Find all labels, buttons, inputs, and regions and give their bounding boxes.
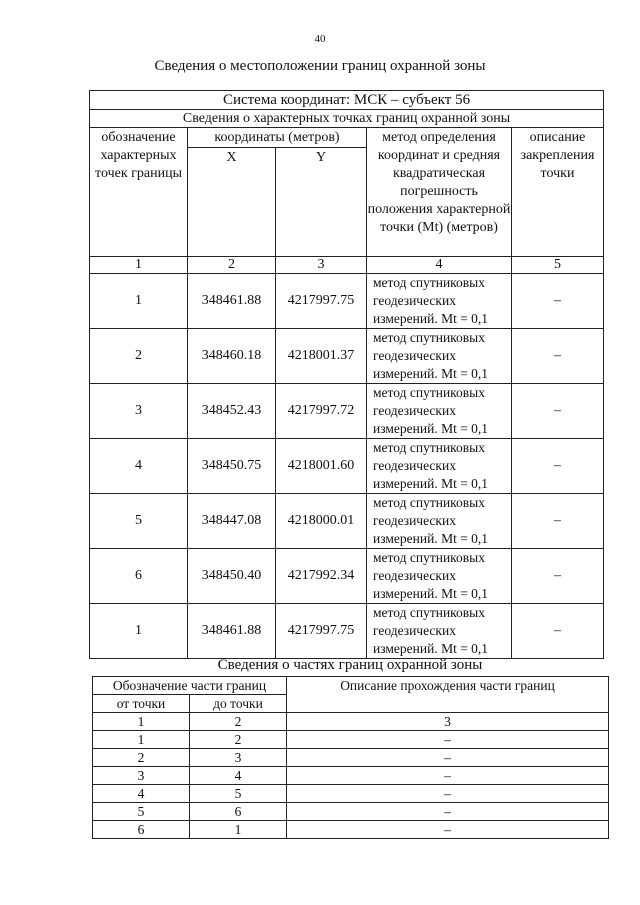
page-title: Сведения о местоположении границ охранной зоны xyxy=(154,58,486,74)
part-description-cell: – xyxy=(287,767,609,785)
method-line: измерений. Mt = 0,1 xyxy=(373,586,489,601)
method-line: измерений. Mt = 0,1 xyxy=(373,366,489,381)
point-number-cell: 1 xyxy=(90,604,188,659)
table-row xyxy=(90,329,604,384)
point-number-cell: 6 xyxy=(90,549,188,604)
y-header: Y xyxy=(276,148,367,257)
y-coordinate-cell: 4217997.72 xyxy=(276,384,367,439)
fixing-description-cell: – xyxy=(512,329,604,384)
point-number-cell: 4 xyxy=(90,439,188,494)
method-header: метод определения координат и средняя квадратическая погрешность положения характерной точки (Mt) (метров) xyxy=(367,128,512,257)
x-coordinate-cell: 348447.08 xyxy=(188,494,276,549)
from-point-cell: 6 xyxy=(93,821,190,839)
point-number-cell: 5 xyxy=(90,494,188,549)
part-description-cell: – xyxy=(287,785,609,803)
from-point-cell: 1 xyxy=(93,731,190,749)
table-row xyxy=(93,731,609,749)
to-point-cell: 5 xyxy=(190,785,287,803)
to-point-cell: 3 xyxy=(190,749,287,767)
table-row xyxy=(93,767,609,785)
y-coordinate-cell: 4217997.75 xyxy=(276,604,367,659)
table-row xyxy=(93,749,609,767)
page-number: 40 xyxy=(314,33,326,45)
point-number-cell: 1 xyxy=(90,274,188,329)
x-coordinate-cell: 348461.88 xyxy=(188,604,276,659)
point-number-cell: 2 xyxy=(90,329,188,384)
method-line: измерений. Mt = 0,1 xyxy=(373,641,489,656)
column-number: 4 xyxy=(367,257,512,274)
x-coordinate-cell: 348461.88 xyxy=(188,274,276,329)
method-line: измерений. Mt = 0,1 xyxy=(373,421,489,436)
table-row xyxy=(90,604,604,659)
point-number-cell: 3 xyxy=(90,384,188,439)
fixing-description-cell: – xyxy=(512,494,604,549)
method-line: метод спутниковых xyxy=(373,605,485,620)
y-coordinate-cell: 4217992.34 xyxy=(276,549,367,604)
method-line: метод спутниковых xyxy=(373,385,485,400)
method-line: геодезических xyxy=(373,513,456,528)
from-point-cell: 5 xyxy=(93,803,190,821)
method-cell xyxy=(367,274,512,329)
y-coordinate-cell: 4218000.01 xyxy=(276,494,367,549)
table-row xyxy=(90,494,604,549)
table-row xyxy=(90,274,604,329)
table-row xyxy=(93,785,609,803)
x-coordinate-cell: 348450.40 xyxy=(188,549,276,604)
method-line: геодезических xyxy=(373,348,456,363)
description-header: описание закрепления точки xyxy=(512,128,604,257)
method-line: геодезических xyxy=(373,568,456,583)
method-cell xyxy=(367,439,512,494)
method-line: метод спутниковых xyxy=(373,550,485,565)
method-line: геодезических xyxy=(373,623,456,638)
method-cell xyxy=(367,494,512,549)
part-designation-header: Обозначение части границ xyxy=(93,677,287,695)
from-point-header: от точки xyxy=(93,695,190,713)
coordinates-header: координаты (метров) xyxy=(188,128,367,148)
method-line: измерений. Mt = 0,1 xyxy=(373,531,489,546)
points-table xyxy=(89,90,604,659)
method-cell xyxy=(367,604,512,659)
column-number: 2 xyxy=(188,257,276,274)
y-coordinate-cell: 4217997.75 xyxy=(276,274,367,329)
method-line: метод спутниковых xyxy=(373,495,485,510)
method-line: геодезических xyxy=(373,293,456,308)
part-description-cell: – xyxy=(287,749,609,767)
x-header: X xyxy=(188,148,276,257)
method-cell xyxy=(367,549,512,604)
section-caption: Сведения о характерных точках границ охранной зоны xyxy=(90,110,604,128)
part-description-cell: – xyxy=(287,803,609,821)
coordinate-system-caption: Система координат: МСК – субъект 56 xyxy=(90,91,604,110)
x-coordinate-cell: 348450.75 xyxy=(188,439,276,494)
method-line: метод спутниковых xyxy=(373,330,485,345)
from-point-cell: 4 xyxy=(93,785,190,803)
table-row xyxy=(90,384,604,439)
method-line: измерений. Mt = 0,1 xyxy=(373,476,489,491)
method-line: геодезических xyxy=(373,403,456,418)
column-number: 5 xyxy=(512,257,604,274)
part-description-cell: – xyxy=(287,821,609,839)
column-number: 3 xyxy=(287,713,609,731)
to-point-cell: 1 xyxy=(190,821,287,839)
table-row xyxy=(90,439,604,494)
table-row xyxy=(93,821,609,839)
y-coordinate-cell: 4218001.60 xyxy=(276,439,367,494)
to-point-cell: 2 xyxy=(190,731,287,749)
method-line: метод спутниковых xyxy=(373,275,485,290)
method-line: измерений. Mt = 0,1 xyxy=(373,311,489,326)
parts-section-title: Сведения о частях границ охранной зоны xyxy=(217,657,483,673)
to-point-cell: 4 xyxy=(190,767,287,785)
part-description-header: Описание прохождения части границ xyxy=(287,677,609,713)
fixing-description-cell: – xyxy=(512,384,604,439)
column-number: 1 xyxy=(93,713,190,731)
table-row xyxy=(90,549,604,604)
fixing-description-cell: – xyxy=(512,604,604,659)
y-coordinate-cell: 4218001.37 xyxy=(276,329,367,384)
from-point-cell: 3 xyxy=(93,767,190,785)
x-coordinate-cell: 348460.18 xyxy=(188,329,276,384)
column-number: 1 xyxy=(90,257,188,274)
to-point-cell: 6 xyxy=(190,803,287,821)
column-number: 2 xyxy=(190,713,287,731)
fixing-description-cell: – xyxy=(512,274,604,329)
from-point-cell: 2 xyxy=(93,749,190,767)
method-cell xyxy=(367,384,512,439)
designation-header: обозначение характерных точек границы xyxy=(90,128,188,257)
column-number: 3 xyxy=(276,257,367,274)
method-line: метод спутниковых xyxy=(373,440,485,455)
parts-table xyxy=(92,676,609,839)
fixing-description-cell: – xyxy=(512,439,604,494)
fixing-description-cell: – xyxy=(512,549,604,604)
to-point-header: до точки xyxy=(190,695,287,713)
method-cell xyxy=(367,329,512,384)
method-line: геодезических xyxy=(373,458,456,473)
part-description-cell: – xyxy=(287,731,609,749)
x-coordinate-cell: 348452.43 xyxy=(188,384,276,439)
table-row xyxy=(93,803,609,821)
